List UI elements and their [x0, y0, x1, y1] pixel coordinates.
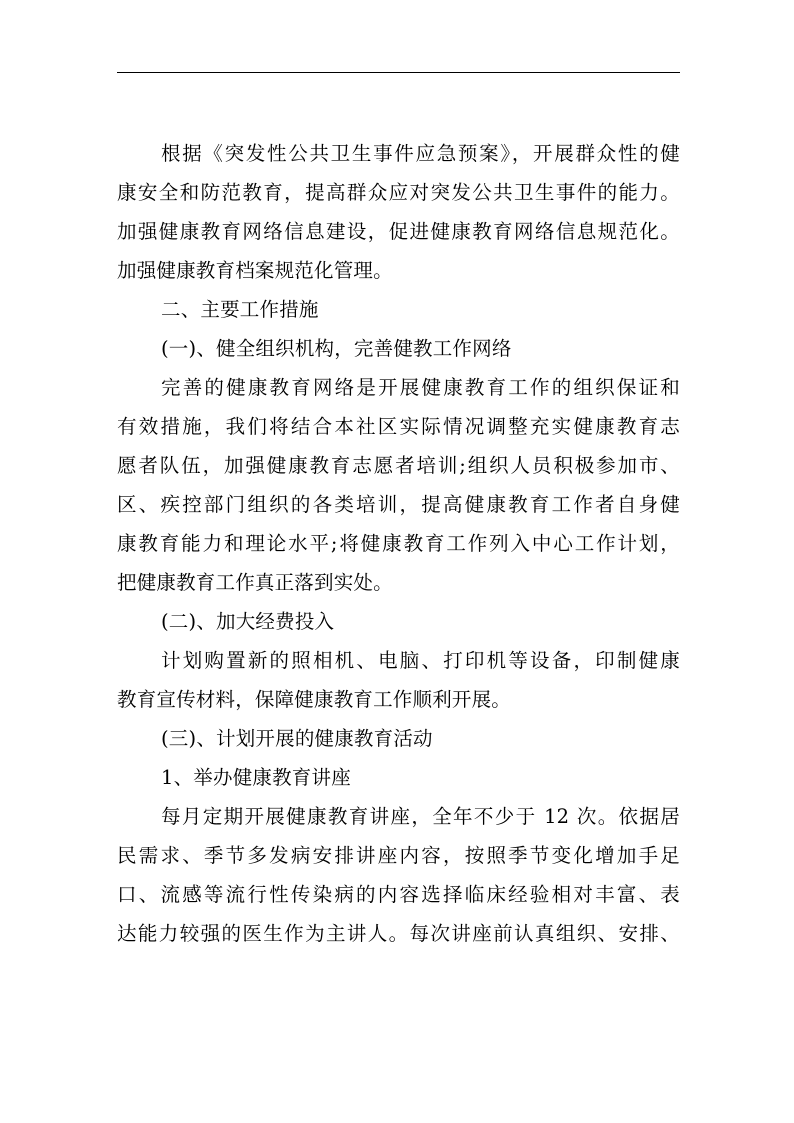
- paragraph-line: 区、疾控部门组织的各类培训，提高健康教育工作者自身健: [117, 493, 680, 516]
- paragraph-line: 完善的健康教育网络是开展健康教育工作的组织保证和: [161, 376, 680, 399]
- item-heading: 1、举办健康教育讲座: [161, 766, 351, 789]
- paragraph-line: 康教育能力和理论水平;将健康教育工作列入中心工作计划，: [117, 532, 680, 555]
- subsection-heading: (一)、健全组织机构，完善健教工作网络: [161, 337, 512, 360]
- paragraph-line: 计划购置新的照相机、电脑、打印机等设备，印制健康: [161, 649, 680, 672]
- paragraph-line: 口、流感等流行性传染病的内容选择临床经验相对丰富、表: [117, 883, 680, 906]
- paragraph-line: 加强健康教育网络信息建设，促进健康教育网络信息规范化。: [117, 220, 680, 243]
- paragraph-line: 根据《突发性公共卫生事件应急预案》，开展群众性的健: [161, 142, 680, 165]
- section-heading: 二、主要工作措施: [161, 298, 319, 321]
- subsection-heading: (二)、加大经费投入: [161, 610, 335, 633]
- paragraph-line: 愿者队伍，加强健康教育志愿者培训;组织人员积极参加市、: [117, 454, 680, 477]
- subsection-heading: (三)、计划开展的健康教育活动: [161, 727, 433, 750]
- paragraph-line: 每月定期开展健康教育讲座，全年不少于 12 次。依据居: [161, 805, 680, 828]
- paragraph-line: 康安全和防范教育，提高群众应对突发公共卫生事件的能力。: [117, 181, 680, 204]
- header-rule: [117, 72, 680, 73]
- paragraph-line: 教育宣传材料，保障健康教育工作顺利开展。: [117, 688, 512, 711]
- paragraph-line: 达能力较强的医生作为主讲人。每次讲座前认真组织、安排、: [117, 922, 680, 945]
- paragraph-line: 民需求、季节多发病安排讲座内容，按照季节变化增加手足: [117, 844, 680, 867]
- paragraph-line: 有效措施，我们将结合本社区实际情况调整充实健康教育志: [117, 415, 680, 438]
- paragraph-line: 把健康教育工作真正落到实处。: [117, 571, 393, 594]
- document-body: [117, 134, 680, 953]
- paragraph-line: 加强健康教育档案规范化管理。: [117, 259, 393, 282]
